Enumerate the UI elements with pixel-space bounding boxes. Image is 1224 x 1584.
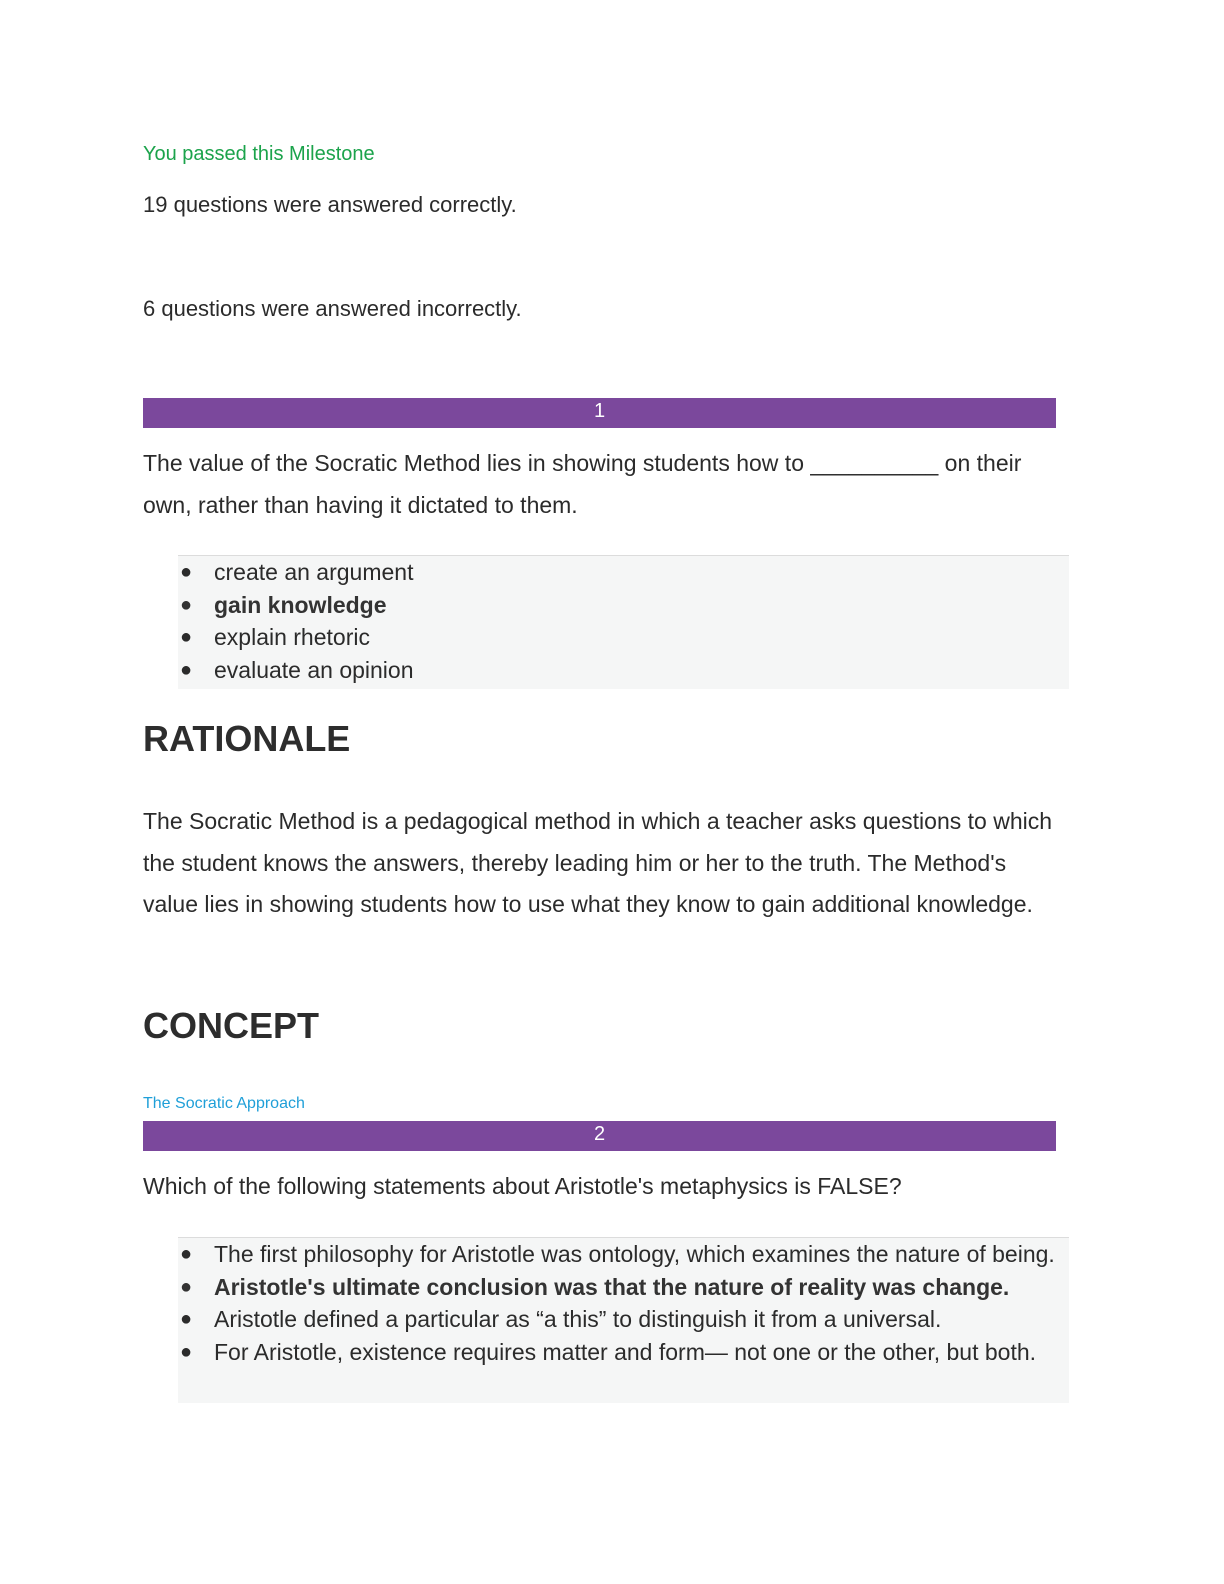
question-number-bar: 2 (143, 1121, 1056, 1151)
answer-choice (178, 621, 1069, 654)
bullet-icon: ● (179, 1243, 193, 1265)
bullet-icon: ● (179, 1275, 193, 1298)
bullet-icon: ● (179, 626, 193, 649)
answer-choice (178, 1238, 1069, 1271)
answer-choice-correct (178, 589, 1069, 622)
choice-label: evaluate an opinion (214, 657, 414, 684)
bullet-icon: ● (179, 659, 193, 682)
answer-choice-correct (178, 1271, 1069, 1304)
question-text: Which of the following statements about Aristotle's metaphysics is FALSE? (143, 1173, 902, 1199)
answer-choices (178, 1237, 1069, 1403)
question-text: The value of the Socratic Method lies in showing students how to __________ on their own, rather than having it dictated to them. (143, 450, 1022, 518)
choice-label: For Aristotle, existence requires matter and form— not one or the other, but both. (214, 1339, 1037, 1366)
choice-label: create an argument (214, 559, 414, 585)
bullet-icon: ● (179, 561, 193, 583)
answer-choice (178, 556, 1069, 589)
bullet-icon: ● (179, 1308, 193, 1331)
rationale-heading: RATIONALE (143, 718, 351, 759)
choice-label: explain rhetoric (214, 624, 370, 651)
answer-choice (178, 1303, 1069, 1336)
concept-heading: CONCEPT (143, 1005, 320, 1046)
concept-link[interactable]: The Socratic Approach (143, 1095, 305, 1112)
correct-count-text: 19 questions were answered correctly. (143, 192, 517, 217)
choice-label: The first philosophy for Aristotle was ontology, which examines the nature of being. (214, 1241, 1055, 1267)
incorrect-count-text: 6 questions were answered incorrectly. (143, 296, 522, 321)
question-number-bar: 1 (143, 398, 1056, 428)
milestone-status: You passed this Milestone (143, 143, 375, 165)
answer-choices (178, 555, 1069, 689)
answer-choice (178, 654, 1069, 687)
bullet-icon: ● (179, 1341, 193, 1364)
answer-choice (178, 1336, 1069, 1369)
choice-label: Aristotle defined a particular as “a this” to distinguish it from a universal. (214, 1306, 942, 1333)
bullet-icon: ● (179, 593, 193, 616)
choice-label: gain knowledge (214, 591, 387, 618)
choice-label: Aristotle's ultimate conclusion was that the nature of reality was change. (214, 1273, 1010, 1300)
rationale-text: The Socratic Method is a pedagogical method in which a teacher asks questions to which the student knows the answers, thereby leading him or her to the truth. The Method's value lies in showing students how to use what they know to gain additional knowledge. (143, 808, 1053, 918)
